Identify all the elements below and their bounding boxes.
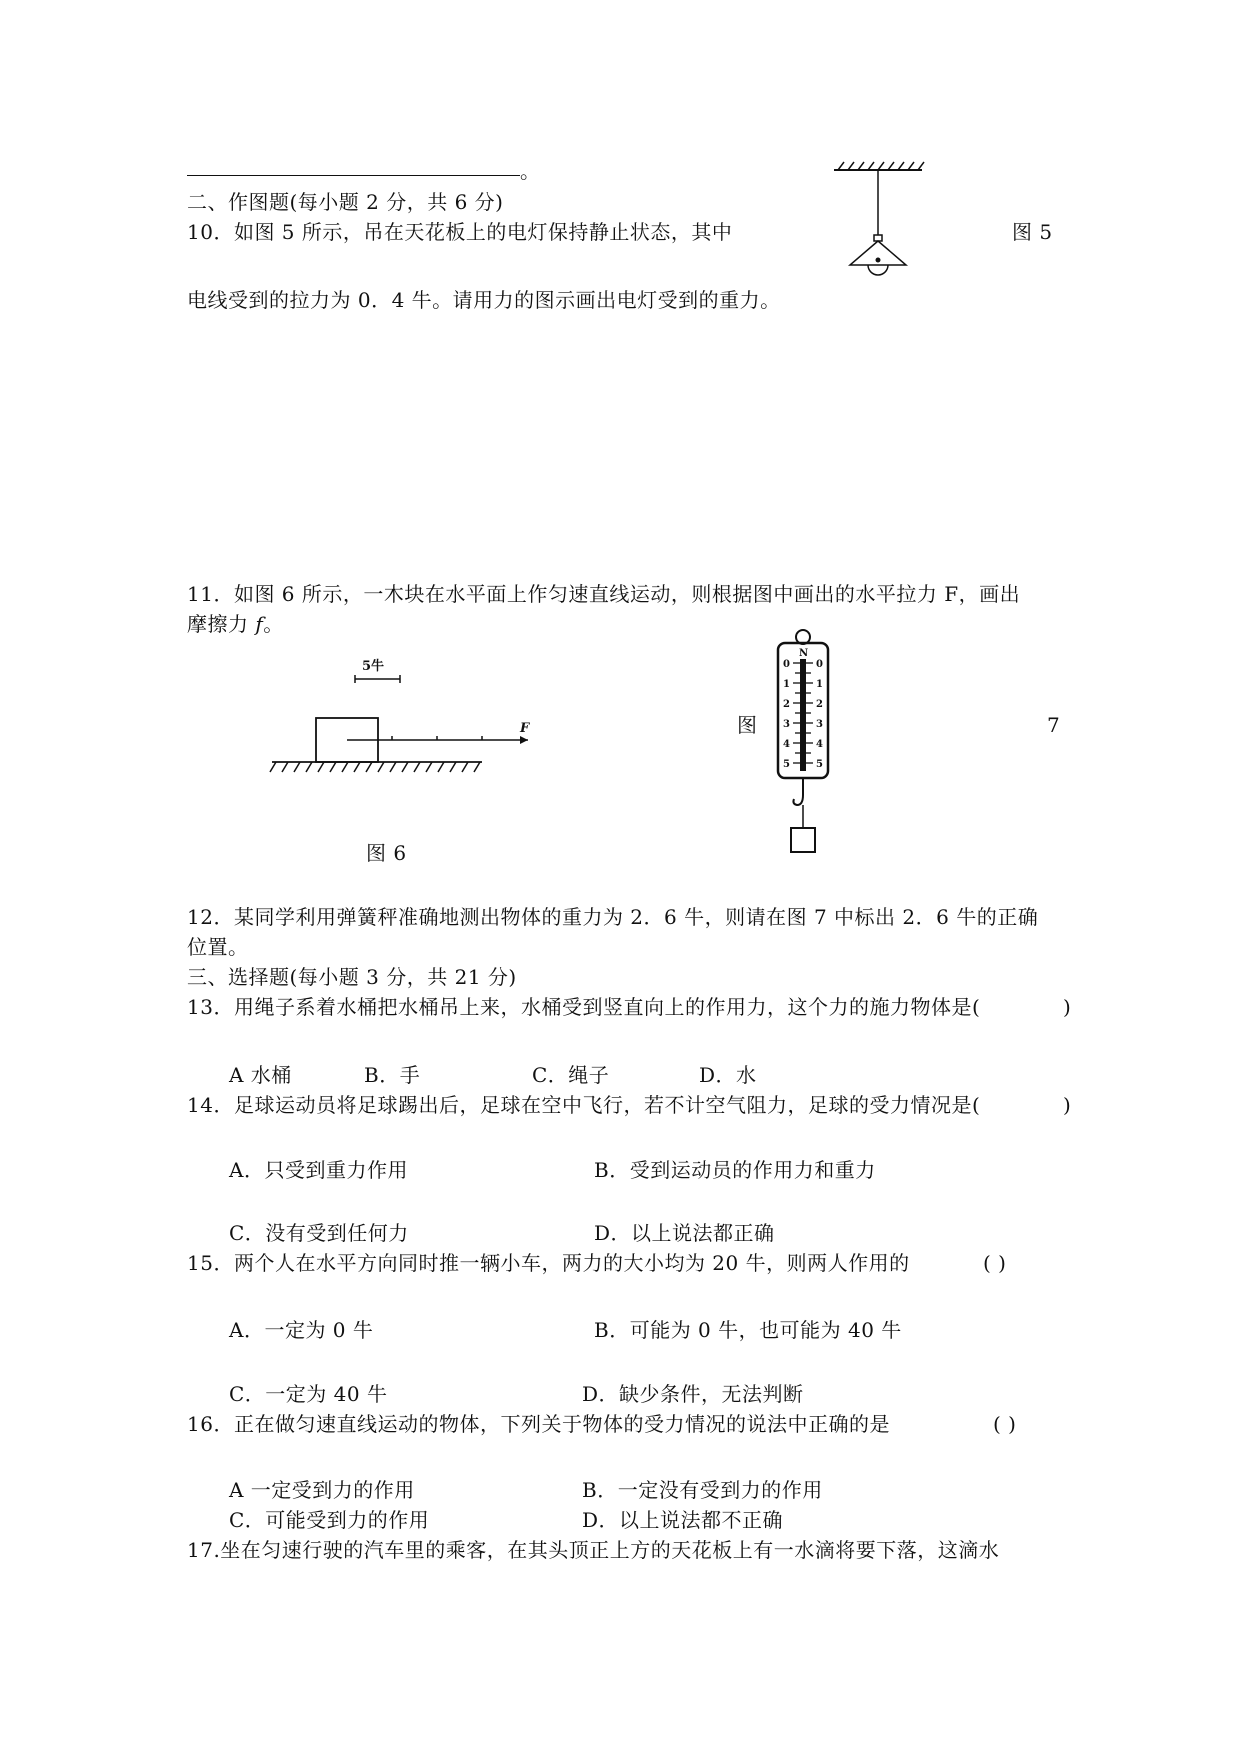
q13-paren-close: ) xyxy=(1063,995,1072,1019)
tick-label-left-2: 2 xyxy=(783,699,790,710)
figure-6-block-diagram xyxy=(300,650,560,780)
figure-5-hanging-lamp xyxy=(830,160,940,280)
q11-line2-suffix: 。 xyxy=(263,612,284,636)
figure-6-label: 图 6 xyxy=(366,841,407,865)
q17-stem: 17.坐在匀速行驶的汽车里的乘客，在其头顶正上方的天花板上有一水滴将要下落，这滴水 xyxy=(187,1538,1000,1562)
tick-label-right-1: 1 xyxy=(816,679,823,690)
q10-text-line2: 电线受到的拉力为 0．4 牛。请用力的图示画出电灯受到的重力。 xyxy=(187,288,781,312)
q16-option-a: A 一定受到力的作用 xyxy=(229,1478,415,1502)
q14-paren-close: ) xyxy=(1063,1093,1072,1117)
q15-answer-paren: ( ) xyxy=(983,1251,1007,1275)
q14-option-a: A．只受到重力作用 xyxy=(229,1158,408,1182)
tick-label-left-3: 3 xyxy=(783,719,790,730)
tick-label-right-3: 3 xyxy=(816,719,823,730)
q15-option-d: D．缺少条件，无法判断 xyxy=(582,1382,804,1406)
q15-option-a: A．一定为 0 牛 xyxy=(229,1318,374,1342)
q14-stem: 14．足球运动员将足球踢出后，足球在空中飞行，若不计空气阻力，足球的受力情况是( xyxy=(187,1093,981,1117)
q13-option-c: C．绳子 xyxy=(532,1063,610,1087)
q13-option-d: D．水 xyxy=(699,1063,757,1087)
q15-option-c: C．一定为 40 牛 xyxy=(229,1382,388,1406)
q12-text-line2: 位置。 xyxy=(187,935,249,959)
tick-label-left-5: 5 xyxy=(783,759,790,770)
q15-option-b: B．可能为 0 牛，也可能为 40 牛 xyxy=(594,1318,902,1342)
tick-label-right-2: 2 xyxy=(816,699,823,710)
period-mark: 。 xyxy=(520,159,541,183)
figure-7-label-right: 7 xyxy=(1047,713,1061,737)
scale-label: 5牛 xyxy=(362,659,385,674)
tick-label-left-4: 4 xyxy=(783,739,790,750)
q14-option-c: C．没有受到任何力 xyxy=(229,1221,409,1245)
q14-option-d: D．以上说法都正确 xyxy=(594,1221,775,1245)
q13-option-b: B．手 xyxy=(364,1063,421,1087)
section-heading-drawing: 二、作图题(每小题 2 分，共 6 分) xyxy=(187,190,504,214)
q16-answer-paren: ( ) xyxy=(993,1412,1017,1436)
tick-label-right-4: 4 xyxy=(816,739,823,750)
newton-unit: N xyxy=(799,648,809,659)
q13-stem: 13．用绳子系着水桶把水桶吊上来，水桶受到竖直向上的作用力，这个力的施力物体是( xyxy=(187,995,981,1019)
q13-option-a: A 水桶 xyxy=(229,1063,292,1087)
tick-label-right-0: 0 xyxy=(816,659,823,670)
answer-blank-line xyxy=(187,175,520,176)
q16-stem: 16．正在做匀速直线运动的物体，下列关于物体的受力情况的说法中正确的是 xyxy=(187,1412,890,1436)
q14-option-b: B．受到运动员的作用力和重力 xyxy=(594,1158,876,1182)
tick-label-left-0: 0 xyxy=(783,659,790,670)
q16-option-c: C．可能受到力的作用 xyxy=(229,1508,430,1532)
q16-option-d: D．以上说法都不正确 xyxy=(582,1508,784,1532)
friction-symbol: f xyxy=(255,612,264,636)
section-heading-choice: 三、选择题(每小题 3 分，共 21 分) xyxy=(187,965,517,989)
figure-7-spring-balance xyxy=(770,625,840,860)
q11-text-line1: 11．如图 6 所示，一木块在水平面上作匀速直线运动，则根据图中画出的水平拉力 F，画出 xyxy=(187,582,1021,606)
q11-text-line2 xyxy=(187,611,284,637)
tick-label-left-1: 1 xyxy=(783,679,790,690)
q11-line2-prefix: 摩擦力 xyxy=(187,612,256,636)
q10-text-line1: 10．如图 5 所示，吊在天花板上的电灯保持静止状态，其中 xyxy=(187,220,733,244)
tick-label-right-5: 5 xyxy=(816,759,823,770)
figure-5-label: 图 5 xyxy=(1012,220,1053,244)
figure-7-label-left: 图 xyxy=(737,713,758,737)
force-label-F: F xyxy=(520,721,530,736)
q16-option-b: B．一定没有受到力的作用 xyxy=(582,1478,823,1502)
q12-text-line1: 12．某同学利用弹簧秤准确地测出物体的重力为 2．6 牛，则请在图 7 中标出 2．6 牛的正确 xyxy=(187,905,1039,929)
q15-stem: 15．两个人在水平方向同时推一辆小车，两力的大小均为 20 牛，则两人作用的 xyxy=(187,1251,910,1275)
